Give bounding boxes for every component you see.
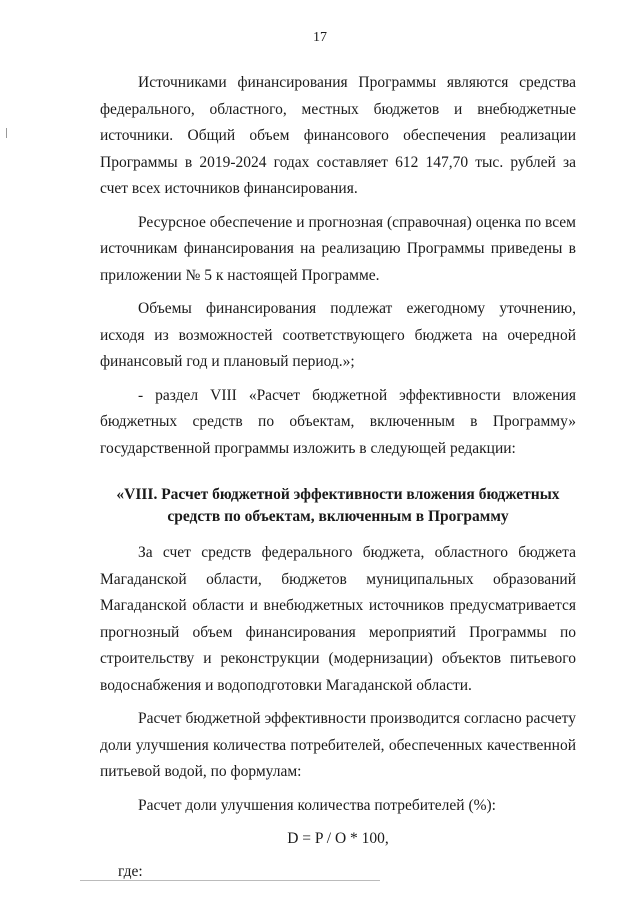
paragraph-federal-funds: За счет средств федерального бюджета, областного бюджета Магаданской области, бюджетов муниципальных образований Магаданской области и внебюджетных источников предусматривается прогнозный объем финансирования мероприятий Программы по строительству и реконструкции (модернизации) объектов питьевого водоснабжения и водоподготовки Магаданской области. [100, 544, 576, 694]
document-body [100, 70, 576, 885]
paragraph-financing-volumes: Объемы финансирования подлежат ежегодному уточнению, исходя из возможностей соответствующего бюджета на очередной финансовый год и плановый период.»; [100, 300, 576, 370]
paragraph-financing-sources: Источниками финансирования Программы являются средства федерального, областного, местных бюджетов и внебюджетные источники. Общий объем финансового обеспечения реализации Программы в 2019-2024 годах составляет 612 147,70 тыс. рублей за счет всех источников финансирования. [100, 74, 576, 197]
bottom-mark [80, 880, 380, 881]
where-label: где: [118, 862, 143, 880]
paragraph-section-amendment: - раздел VIII «Расчет бюджетной эффективности вложения бюджетных средств по объектам, включенным в Программу» государственной программы изложить в следующей редакции: [100, 386, 576, 457]
margin-mark [6, 128, 7, 138]
formula: D = P / O * 100, [287, 830, 389, 847]
section-heading: «VIII. Расчет бюджетной эффективности вложения бюджетных средств по объектам, включенным в Программу [116, 486, 560, 525]
paragraph-efficiency-calculation: Расчет бюджетной эффективности производится согласно расчету доли улучшения количества потребителей, обеспеченных качественной питьевой водой, по формулам: [100, 710, 576, 780]
paragraph-share-calculation: Расчет доли улучшения количества потребителей (%): [138, 796, 496, 814]
paragraph-resource-provision: Ресурсное обеспечение и прогнозная (справочная) оценка по всем источникам финансирования на реализацию Программы приведены в приложении № 5 к настоящей Программе. [100, 213, 576, 284]
page-number: 17 [313, 30, 327, 45]
